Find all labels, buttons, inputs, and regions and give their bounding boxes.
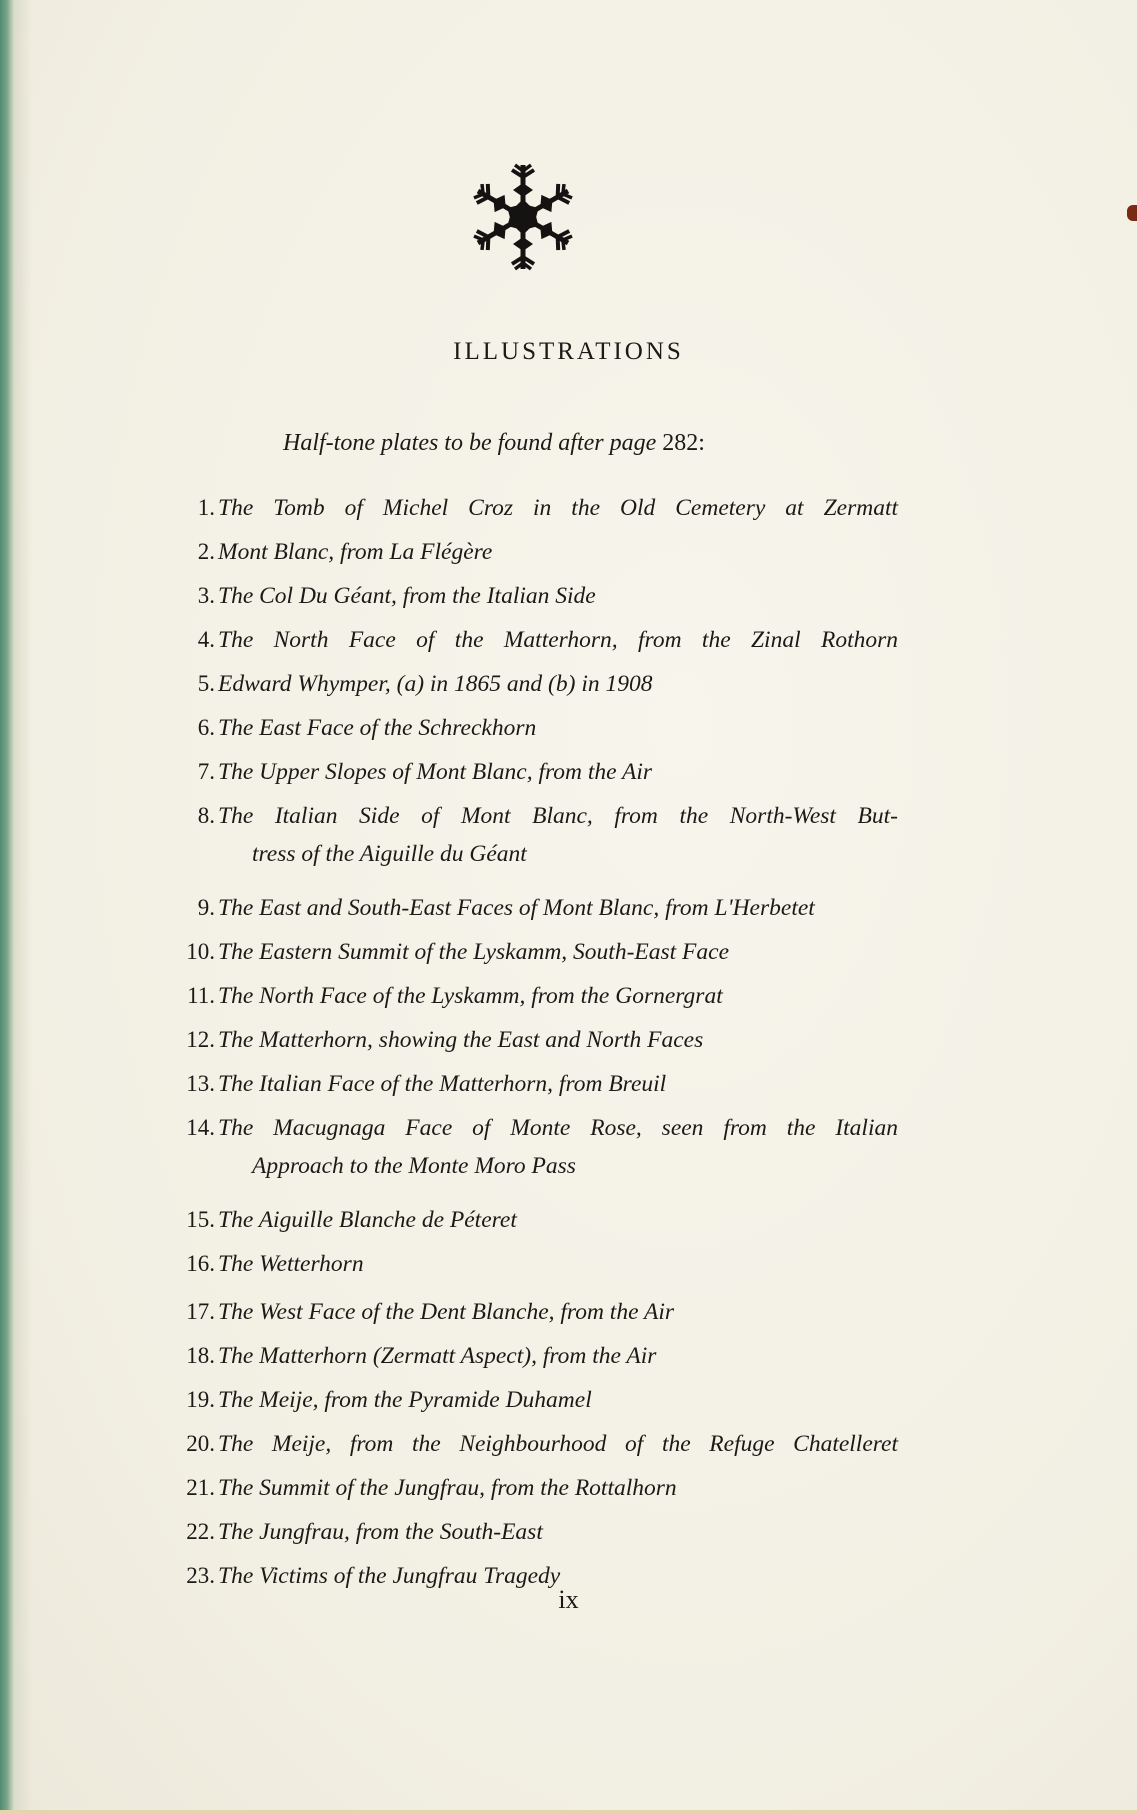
list-item <box>160 620 900 664</box>
item-caption: The Wetterhorn <box>218 1251 364 1277</box>
item-caption: The Meije, from the Neighbourhood of the Refuge Chatelleret <box>218 1431 898 1457</box>
spine-shadow <box>14 0 32 1814</box>
item-number: 20. <box>186 1431 215 1456</box>
item-number: 19. <box>186 1387 215 1412</box>
item-number: 6. <box>197 715 215 740</box>
item-caption: The Upper Slopes of Mont Blanc, from the Air <box>218 759 653 785</box>
list-item <box>160 1424 900 1468</box>
item-caption: The Summit of the Jungfrau, from the Rottalhorn <box>218 1475 677 1501</box>
list-item <box>160 1064 900 1108</box>
item-caption: The Jungfrau, from the South-East <box>218 1519 543 1545</box>
snowflake-icon <box>468 160 578 274</box>
page-bottom-edge <box>0 1810 1137 1814</box>
plates-note-text: Half-tone plates to be found after page <box>283 430 663 456</box>
item-caption: The West Face of the Dent Blanche, from the Air <box>218 1299 674 1325</box>
item-number: 5. <box>197 671 215 696</box>
item-number: 18. <box>186 1343 215 1368</box>
item-number: 16. <box>186 1251 215 1276</box>
item-caption: Edward Whymper, (a) in 1865 and (b) in 1908 <box>218 671 653 697</box>
item-caption: The Col Du Géant, from the Italian Side <box>218 583 596 609</box>
item-caption: The Aiguille Blanche de Péteret <box>218 1207 517 1233</box>
item-number: 10. <box>186 939 215 964</box>
item-caption: Mont Blanc, from La Flégère <box>218 539 493 565</box>
item-caption: The East and South-East Faces of Mont Blanc, from L'Herbetet <box>218 895 815 921</box>
plates-note <box>283 430 705 457</box>
item-caption: The Macugnaga Face of Monte Rose, seen from the Italian <box>218 1115 898 1141</box>
book-spine-edge <box>0 0 14 1814</box>
list-item <box>160 532 900 576</box>
item-caption: The Italian Face of the Matterhorn, from Breuil <box>218 1071 667 1097</box>
list-item <box>160 1292 900 1336</box>
list-item <box>160 1512 900 1556</box>
item-number: 9. <box>197 895 215 920</box>
list-item <box>160 1200 900 1244</box>
item-caption: The Matterhorn (Zermatt Aspect), from the Air <box>218 1343 657 1369</box>
item-number: 4. <box>197 627 215 652</box>
list-item <box>160 664 900 708</box>
item-caption: The North Face of the Matterhorn, from the Zinal Rothorn <box>218 627 898 653</box>
list-item <box>160 1108 900 1196</box>
item-number: 7. <box>197 759 215 784</box>
list-item <box>160 1380 900 1424</box>
item-number: 14. <box>186 1115 215 1140</box>
plates-page-number: 282 <box>662 430 699 456</box>
illustrations-list <box>160 488 900 1600</box>
item-number: 2. <box>197 539 215 564</box>
list-item <box>160 752 900 796</box>
item-caption: The Meije, from the Pyramide Duhamel <box>218 1387 592 1413</box>
item-number: 12. <box>186 1027 215 1052</box>
item-caption: The Matterhorn, showing the East and North Faces <box>218 1027 704 1053</box>
item-caption-continued: Approach to the Monte Moro Pass <box>252 1153 576 1179</box>
page-number: ix <box>558 1585 579 1614</box>
list-item <box>160 1336 900 1380</box>
list-item <box>160 708 900 752</box>
item-caption: The North Face of the Lyskamm, from the Gornergrat <box>218 983 723 1009</box>
item-number: 22. <box>186 1519 215 1544</box>
item-caption: The Victims of the Jungfrau Tragedy <box>218 1563 561 1589</box>
item-number: 21. <box>186 1475 215 1500</box>
item-number: 17. <box>186 1299 215 1324</box>
item-number: 11. <box>187 983 215 1008</box>
list-item <box>160 1468 900 1512</box>
item-caption: The Italian Side of Mont Blanc, from the North-West But- <box>218 803 898 829</box>
item-caption: The Tomb of Michel Croz in the Old Cemetery at Zermatt <box>218 495 898 521</box>
list-item <box>160 1244 900 1288</box>
list-item <box>160 976 900 1020</box>
item-number: 1. <box>197 495 215 520</box>
item-number: 15. <box>186 1207 215 1232</box>
list-item <box>160 1020 900 1064</box>
paper-stain <box>1127 205 1137 221</box>
plates-note-colon: : <box>698 430 705 456</box>
item-number: 3. <box>197 583 215 608</box>
list-item <box>160 932 900 976</box>
item-number: 8. <box>197 803 215 828</box>
list-item <box>160 488 900 532</box>
item-caption: The East Face of the Schreckhorn <box>218 715 537 741</box>
page-title: ILLUSTRATIONS <box>453 338 684 365</box>
list-item <box>160 888 900 932</box>
list-item <box>160 796 900 884</box>
item-caption: The Eastern Summit of the Lyskamm, South-East Face <box>218 939 730 965</box>
item-number: 13. <box>186 1071 215 1096</box>
item-caption-continued: tress of the Aiguille du Géant <box>252 841 527 867</box>
list-item <box>160 576 900 620</box>
item-number: 23. <box>186 1563 215 1588</box>
